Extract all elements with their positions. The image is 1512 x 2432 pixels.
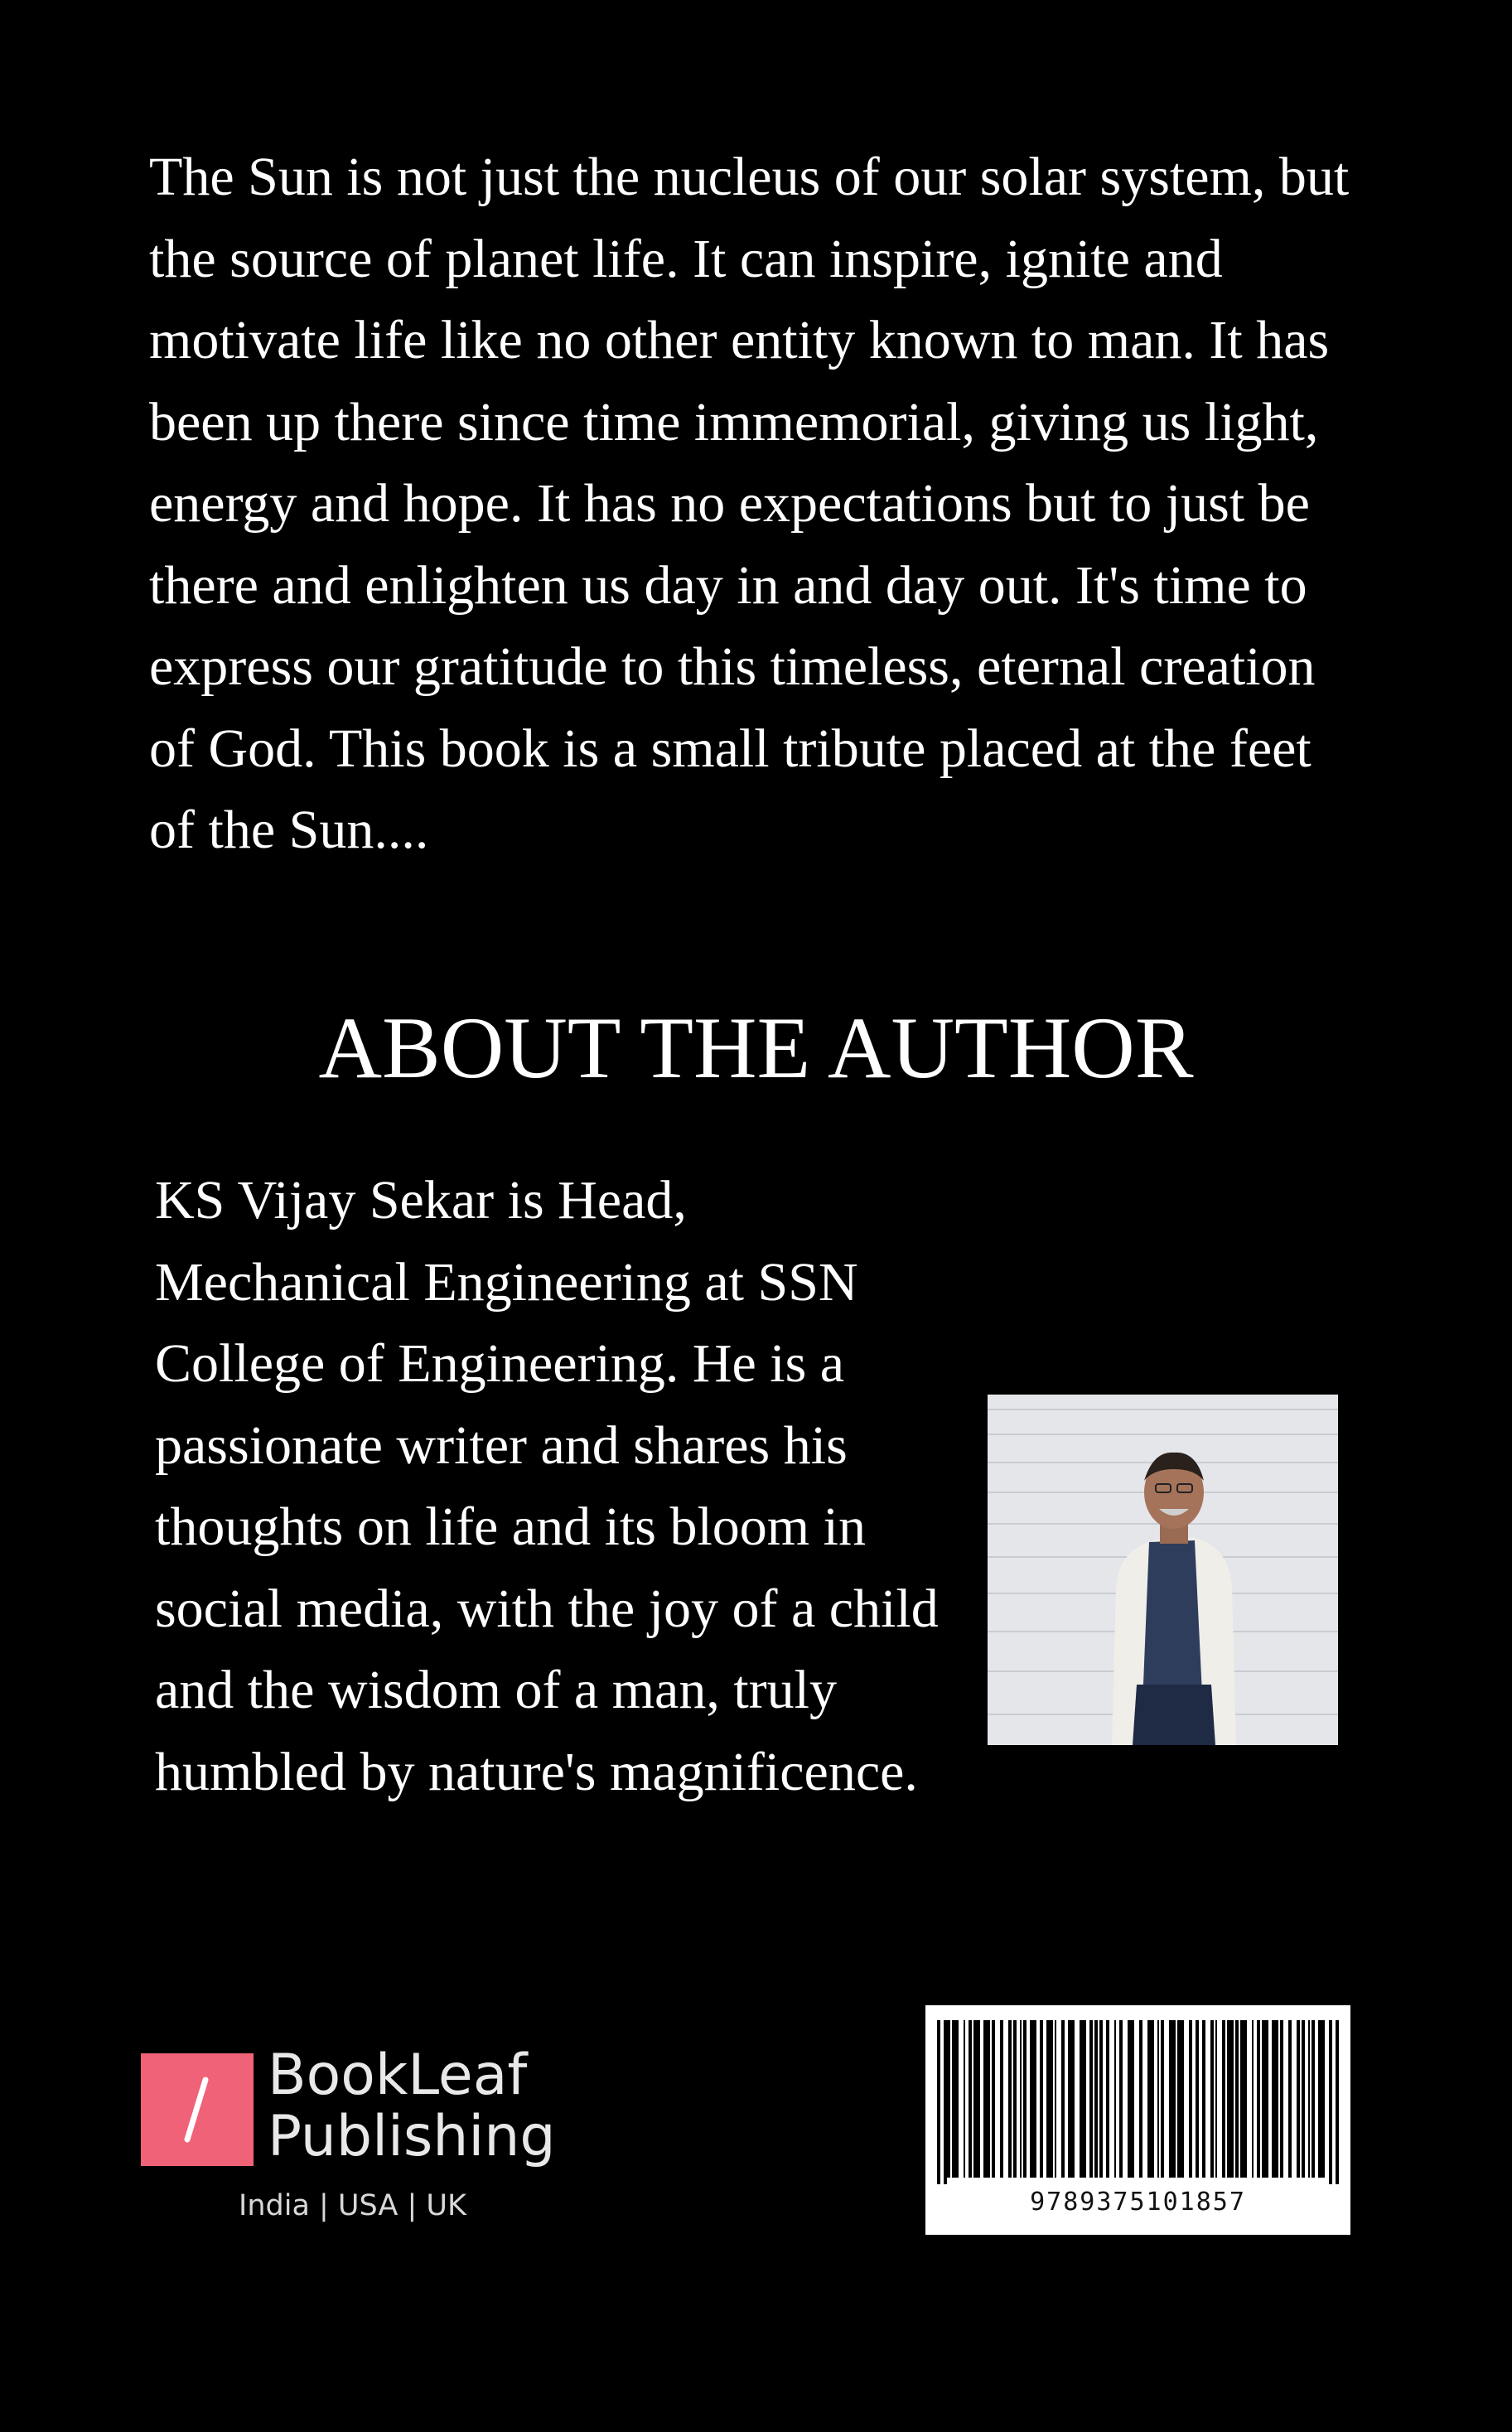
barcode-bar xyxy=(1297,2020,1300,2178)
barcode-bar xyxy=(1089,2020,1093,2178)
barcode-bar xyxy=(1312,2020,1315,2178)
publisher-regions: India | USA | UK xyxy=(239,2189,466,2222)
barcode-bar xyxy=(1257,2020,1260,2178)
barcode-bar xyxy=(983,2020,990,2178)
barcode-bar xyxy=(1161,2020,1164,2178)
barcode-bar xyxy=(1210,2020,1214,2178)
barcode-bar xyxy=(969,2020,972,2178)
barcode-bar xyxy=(992,2020,995,2178)
barcode-bar xyxy=(1046,2020,1053,2178)
barcode-bar xyxy=(1196,2020,1199,2178)
barcode-bar xyxy=(1280,2020,1283,2178)
barcode-bar xyxy=(1055,2020,1056,2178)
isbn-number: 9789375101857 xyxy=(1030,2188,1246,2217)
barcode-bar xyxy=(1061,2020,1065,2178)
barcode-bar xyxy=(1157,2020,1159,2178)
barcode-bar xyxy=(1119,2020,1123,2178)
barcode-bar xyxy=(1308,2020,1310,2178)
barcode-bar xyxy=(1128,2020,1134,2178)
about-author-heading: ABOUT THE AUTHOR xyxy=(318,999,1194,1096)
barcode-bar xyxy=(1215,2020,1217,2178)
barcode-bar xyxy=(1189,2020,1192,2178)
barcode-bar xyxy=(1177,2020,1184,2178)
cover-blurb: The Sun is not just the nucleus of our solar system, but the source of planet life. It can inspire, ignite and motivate life like no other entity known to man. It has been up there since time immemorial, giving us light, energy and hope. It has no expectations but to just be there and enlighten us day in and day out. It's time to express our gratitude to this timeless, eternal creation of God. This book is a small tribute placed at the feet of the Sun.... xyxy=(149,147,1350,860)
publisher-logo xyxy=(141,2043,572,2236)
barcode-bar xyxy=(1040,2020,1043,2178)
barcode-bar xyxy=(1262,2020,1268,2178)
bookleaf-logo-mark xyxy=(141,2053,254,2166)
publisher-name-line1: BookLeaf xyxy=(268,2043,528,2108)
publisher-name-line2: Publishing xyxy=(268,2104,556,2169)
barcode-bar xyxy=(937,2020,940,2184)
barcode-bar xyxy=(1080,2020,1086,2178)
barcode-bar xyxy=(1094,2020,1098,2178)
publisher-name xyxy=(268,2045,556,2168)
barcode-bar xyxy=(1318,2020,1325,2178)
barcode-bar xyxy=(1227,2020,1234,2178)
barcode-bar xyxy=(1008,2020,1012,2178)
barcode-bar xyxy=(1272,2020,1278,2178)
barcode-bar xyxy=(1329,2020,1332,2184)
barcode-bar xyxy=(1169,2020,1176,2178)
barcode-bar xyxy=(1023,2020,1027,2178)
barcode-bar xyxy=(947,2020,950,2178)
barcode-bar xyxy=(1240,2020,1247,2178)
barcode-bar xyxy=(1302,2020,1305,2178)
barcode-bar xyxy=(1139,2020,1142,2178)
barcode-bar xyxy=(1013,2020,1017,2178)
barcode-bar xyxy=(1252,2020,1254,2178)
barcode-bar xyxy=(1099,2020,1103,2178)
barcode-bar xyxy=(1288,2020,1292,2178)
barcode-bar xyxy=(952,2020,959,2178)
barcode-bar xyxy=(964,2020,965,2178)
barcode-bar xyxy=(944,2020,947,2184)
barcode-bars xyxy=(925,2005,1350,2188)
barcode-bar xyxy=(1114,2020,1116,2178)
isbn-barcode xyxy=(925,2005,1350,2235)
barcode-bar xyxy=(1106,2020,1109,2178)
barcode-bar xyxy=(1235,2020,1239,2178)
barcode-bar xyxy=(1202,2020,1205,2178)
barcode-bar xyxy=(1020,2020,1022,2178)
author-bio: KS Vijay Sekar is Head, Mechanical Engineering at SSN College of Engineering. He is a passionate writer and shares his thoughts on life and its bloom in social media, with the joy of a child and the wisdom of a man, truly humbled by nature's magnificence. xyxy=(155,1170,939,1802)
barcode-bar xyxy=(1336,2020,1339,2184)
barcode-bar xyxy=(973,2020,980,2178)
barcode-bar xyxy=(1030,2020,1036,2178)
barcode-bar xyxy=(1068,2020,1075,2178)
barcode-bar xyxy=(1222,2020,1225,2178)
barcode-bar xyxy=(1000,2020,1003,2178)
author-photo xyxy=(988,1395,1338,1745)
barcode-bar xyxy=(1147,2020,1154,2178)
